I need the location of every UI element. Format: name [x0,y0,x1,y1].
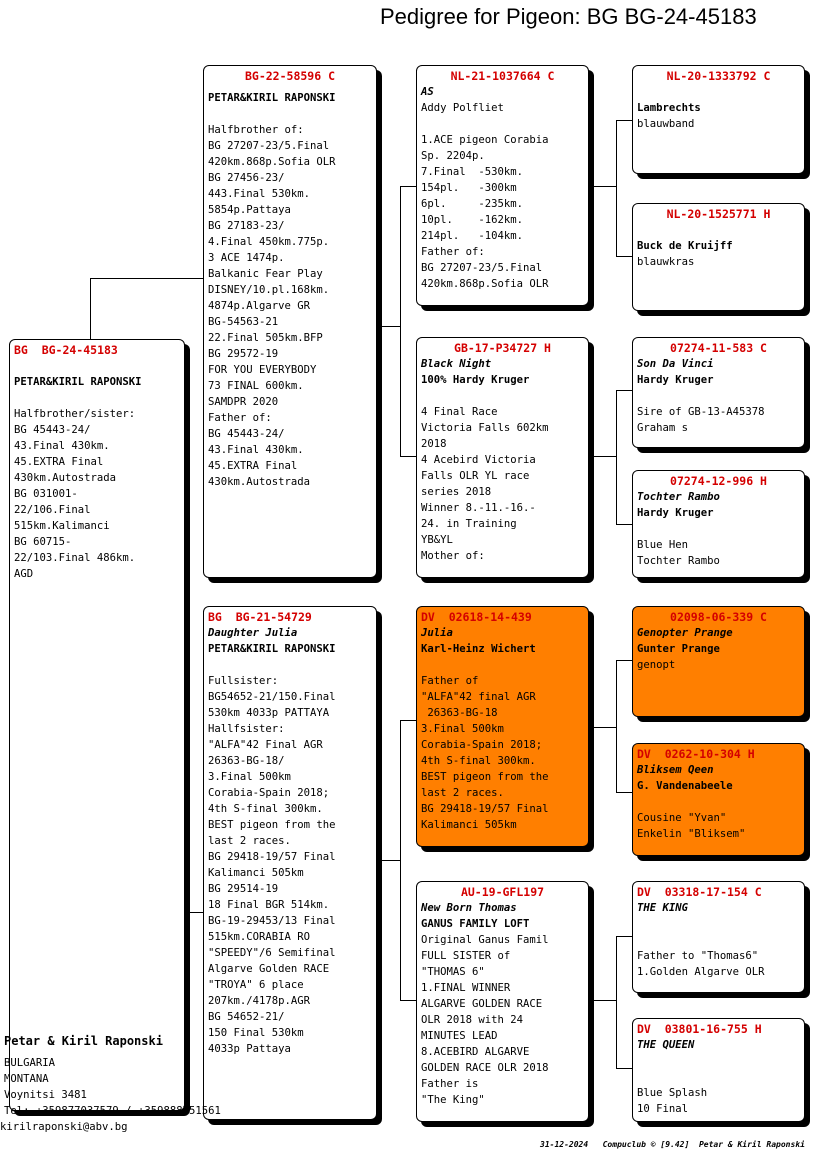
pigeon-name [637,222,800,238]
dam-dam-card[interactable] [416,881,589,1122]
notes: genopt [637,659,676,671]
owner: Hardy Kruger [637,507,714,519]
notes: blauwband [637,118,695,130]
page-title: Pedigree for Pigeon: BG BG-24-45183 [380,4,757,29]
ring-number: NL-20-1525771 H [666,207,771,221]
owner: Karl-Heinz Wichert [421,643,536,655]
ring-number: 07274-12-996 H [670,474,767,488]
notes: 1.ACE pigeon Corabia Sp. 2204p. 7.Final -530km. 154pl. -300km 6pl. -235km. 10pl. -162km. 214pl. -104km. Father of: BG 27207-23/5.Final 420km.868p.Sofia OLR [421,134,549,290]
sire-card[interactable] [203,65,377,578]
pigeon-name: Genopter Prange [637,627,733,639]
ring-number: GB-17-P34727 H [454,341,551,355]
breeder-city: Voynitsi 3481 [4,1089,87,1101]
pigeon-name: AS [421,86,434,98]
ssd-card[interactable] [632,203,805,311]
owner: 100% Hardy Kruger [421,374,530,386]
breeder-info [0,1033,221,1135]
owner: Lambrechts [637,102,701,114]
owner: PETAR&KIRIL RAPONSKI [208,92,336,104]
owner: Buck de Kruijff [637,240,733,252]
owner: PETAR&KIRIL RAPONSKI [14,376,142,388]
owner: Hardy Kruger [637,374,714,386]
owner: PETAR&KIRIL RAPONSKI [208,643,336,655]
breeder-phone: Tel: +359877037579 / +359888751561 [4,1105,221,1117]
notes: Original Ganus Famil FULL SISTER of "THOMAS 6" 1.FINAL WINNER ALGARVE GOLDEN RACE OLR 2018 with 24 MINUTES LEAD 8.ACEBIRD ALGARVE GOLDEN RACE OLR 2018 Father is "The King" [421,934,549,1106]
breeder-country: BULGARIA [4,1057,56,1069]
notes: Sire of GB-13-A45378 Graham s [637,406,765,434]
breeder-email: kirilraponski@abv.bg [0,1121,128,1133]
dds-card[interactable] [632,881,805,993]
sire-sire-card[interactable] [416,65,589,306]
sds-card[interactable] [632,337,805,448]
owner: GANUS FAMILY LOFT [421,918,530,930]
notes: Fullsister: BG54652-21/150.Final 530km 4033p PATTAYA Hallfsister: "ALFA"42 Final AGR 26363-BG-18/ 3.Final 500km Corabia-Spain 2018; 4th S-final 300km. BEST pigeon from the last 2 races. BG 29418-19/57 Final Kalimanci 505km BG 29514-19 18 Final BGR 514km. BG-19-29453/13 Final 515km.CORABIA RO "SPEEDY"/6 Semifinal Algarve Golden RACE "TROYA" 6 place 207km./4178p.AGR BG 54652-21/ 150 Final 530km 4033p Pattaya [208,675,336,1055]
pigeon-name: THE KING [637,902,689,914]
notes: Halfbrother/sister: BG 45443-24/ 43.Final 430km. 45.EXTRA Final 430km.Autostrada BG 031001- 22/106.Final 515km.Kalimanci BG 60715- 22/103.Final 486km. AGD [14,408,136,580]
ring-number: NL-20-1333792 C [666,69,771,83]
sdd-card[interactable] [632,470,805,578]
ring-number: DV 0262-10-304 H [637,747,755,761]
pigeon-name: Black Night [421,358,492,370]
breeder-name: Petar & Kiril Raponski [4,1034,163,1048]
subject-card[interactable] [9,339,185,1111]
owner: Gunter Prange [637,643,720,655]
owner: G. Vandenabeele [637,780,733,792]
owner: Addy Polfliet [421,102,504,114]
notes: blauwkras [637,256,695,268]
ring-number: BG BG-24-45183 [14,343,118,357]
pigeon-name: Tochter Rambo [637,491,720,503]
notes: Father of "ALFA"42 final AGR 26363-BG-18 3.Final 500km Corabia-Spain 2018; 4th S-final 300km. BEST pigeon from the last 2 races. BG 29418-19/57 Final Kalimanci 505km [421,675,549,831]
pigeon-name: THE QUEEN [637,1039,695,1051]
notes: Halfbrother of: BG 27207-23/5.Final 420km.868p.Sofia OLR BG 27456-23/ 443.Final 530km. 5854p.Pattaya BG 27183-23/ 4.Final 450km.775p. 3 ACE 1474p. Balkanic Fear Play DISNEY/10.pl.168km. 4874p.Algarve GR BG-54563-21 22.Final 505km.BFP BG 29572-19 FOR YOU EVERYBODY 73 FINAL 600km. SAMDPR 2020 Father of: BG 45443-24/ 43.Final 430km. 45.EXTRA Final 430km.Autostrada [208,124,336,488]
ring-number: NL-21-1037664 C [450,69,555,83]
dss-card[interactable] [632,606,805,717]
notes: Cousine "Yvan" Enkelin "Bliksem" [637,812,746,840]
sire-dam-card[interactable] [416,337,589,578]
sss-card[interactable] [632,65,805,174]
ring-number: DV 03801-16-755 H [637,1022,762,1036]
notes: 4 Final Race Victoria Falls 602km 2018 4 Acebird Victoria Falls OLR YL race series 2018 Winner 8.-11.-16.- 24. in Training YB&YL Mother of: [421,406,549,562]
footer: 31-12-2024 Compuclub © [9.42] Petar & Kiril Raponski [540,1140,805,1149]
breeder-region: MONTANA [4,1073,49,1085]
pigeon-name: Julia [421,627,453,639]
pigeon-name: Daughter Julia [208,627,298,639]
pigeon-name [637,84,800,100]
notes: Blue Hen Tochter Rambo [637,539,720,567]
dam-card[interactable] [203,606,377,1120]
notes: Father to "Thomas6" 1.Golden Algarve OLR [637,950,765,978]
dam-sire-card[interactable] [416,606,589,847]
pigeon-name: Bliksem Qeen [637,764,714,776]
ring-number: BG BG-21-54729 [208,610,312,624]
ring-number: DV 02618-14-439 [421,610,532,624]
ring-number: DV 03318-17-154 C [637,885,762,899]
dsd-card[interactable] [632,743,805,856]
ring-number: 02098-06-339 C [670,610,767,624]
ring-number: 07274-11-583 C [670,341,767,355]
pigeon-name: New Born Thomas [421,902,517,914]
pigeon-name: Son Da Vinci [637,358,714,370]
notes: Blue Splash 10 Final [637,1087,708,1115]
ring-number: BG-22-58596 C [244,69,335,83]
ring-number: AU-19-GFL197 [460,885,545,899]
ddd-card[interactable] [632,1018,805,1122]
